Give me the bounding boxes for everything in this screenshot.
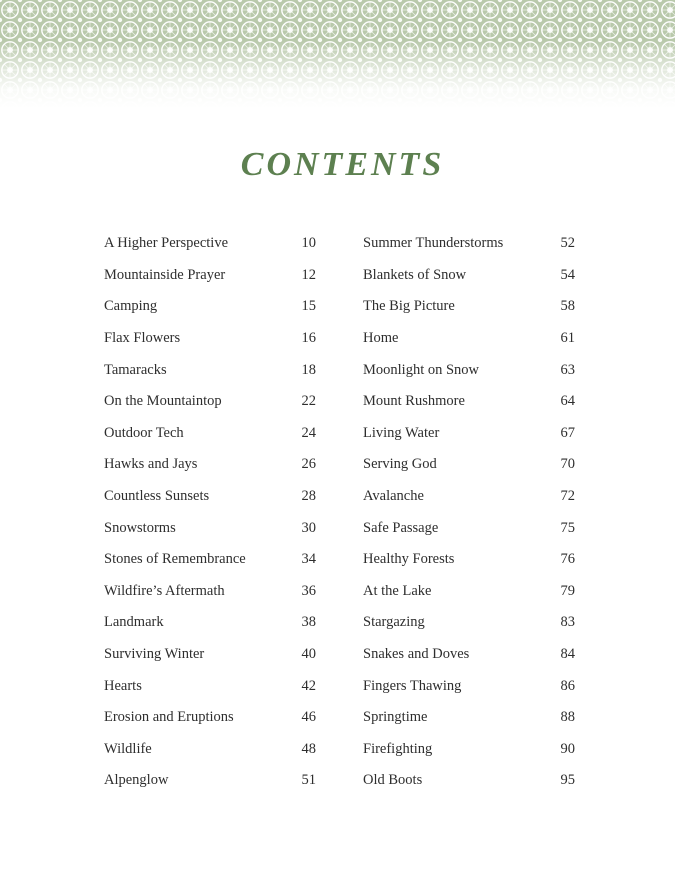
toc-entry-title: Tamaracks [104,361,167,378]
toc-entry-title: Countless Sunsets [104,488,210,505]
toc-entry-title: Snowstorms [104,519,176,536]
toc-entry-page-number: 51 [301,772,316,789]
toc-entry-title: At the Lake [363,582,432,599]
toc-entry [363,765,575,797]
toc-entry-page-number: 15 [301,298,316,315]
toc-entry [104,449,316,481]
toc-entry-title: Outdoor Tech [104,424,184,441]
toc-entry-title: Home [363,330,399,347]
toc-entry-page-number: 26 [301,456,316,473]
toc-entry [363,418,575,450]
toc-entry-page-number: 30 [301,519,316,536]
toc-entry-page-number: 22 [301,393,316,410]
toc-entry-page-number: 90 [560,740,575,757]
toc-entry-page-number: 83 [560,614,575,631]
page-title: CONTENTS [240,146,445,183]
toc-entry-title: Firefighting [363,740,433,757]
toc-entry [363,702,575,734]
toc-entry-title: The Big Picture [363,298,455,315]
toc-entry-page-number: 52 [560,235,575,252]
toc-entry-title: Stargazing [363,614,425,631]
toc-entry-page-number: 12 [301,266,316,283]
toc-entry-page-number: 40 [301,646,316,663]
toc-entry-page-number: 67 [560,424,575,441]
toc-entry-title: Wildfire’s Aftermath [104,582,225,599]
toc-entry-title: Serving God [363,456,437,473]
toc-column-right [363,228,575,797]
toc-entry-title: Safe Passage [363,519,439,536]
toc-entry-title: Surviving Winter [104,646,205,663]
toc-entry-page-number: 64 [560,393,575,410]
toc-entry-page-number: 16 [301,330,316,347]
toc-entry-title: Healthy Forests [363,551,455,568]
toc-entry [104,418,316,450]
toc-entry [104,670,316,702]
toc-entry-title: Springtime [363,709,428,726]
toc-entry [363,670,575,702]
toc-entry-page-number: 72 [560,488,575,505]
toc-entry-title: Summer Thunderstorms [363,235,504,252]
toc-entry-title: Living Water [363,424,440,441]
toc-entry-title: On the Mountaintop [104,393,222,410]
decorative-banner [0,0,675,108]
toc-entry-page-number: 10 [301,235,316,252]
toc-entry [363,544,575,576]
toc-entry-page-number: 75 [560,519,575,536]
toc-entry-page-number: 58 [560,298,575,315]
toc-entry-page-number: 48 [301,740,316,757]
toc-entry [363,576,575,608]
toc-entry-page-number: 76 [560,551,575,568]
toc-entry-page-number: 86 [560,677,575,694]
toc-entry-title: Landmark [104,614,164,631]
toc-entry-page-number: 79 [560,582,575,599]
toc-entry-title: Stones of Remembrance [104,551,246,568]
toc-entry [104,702,316,734]
toc-entry [104,544,316,576]
toc-entry [104,639,316,671]
toc-entry [104,228,316,260]
toc-entry-title: Blankets of Snow [363,266,467,283]
toc-entry-title: Alpenglow [104,772,169,789]
toc-entry [104,323,316,355]
toc-entry [104,765,316,797]
toc-entry-page-number: 28 [301,488,316,505]
toc-entry-title: Wildlife [104,740,152,757]
toc-entry [363,639,575,671]
toc-entry-title: Moonlight on Snow [363,361,480,378]
toc-entry [363,354,575,386]
toc-entry-title: Old Boots [363,772,423,789]
toc-entry [104,512,316,544]
toc-entry-page-number: 54 [560,266,575,283]
toc-entry-page-number: 95 [560,772,575,789]
toc-entry-page-number: 61 [560,330,575,347]
toc-entry-title: Snakes and Doves [363,646,470,663]
toc-entry-page-number: 24 [301,424,316,441]
toc-entry [104,260,316,292]
toc-entry-title: Hawks and Jays [104,456,198,473]
toc-entry-title: Fingers Thawing [363,677,462,694]
toc-entry-page-number: 84 [560,646,575,663]
toc-entry [363,291,575,323]
toc-entry [363,228,575,260]
toc-entry-page-number: 42 [301,677,316,694]
toc-entry [363,734,575,766]
toc-entry [104,576,316,608]
toc-entry [363,260,575,292]
toc-entry-title: Mount Rushmore [363,393,465,410]
toc-entry [363,323,575,355]
toc-entry-page-number: 63 [560,361,575,378]
toc-entry [104,354,316,386]
toc-entry-page-number: 38 [301,614,316,631]
toc-entry [363,449,575,481]
toc-entry-title: A Higher Perspective [104,235,229,252]
toc-entry [363,386,575,418]
toc-entry-page-number: 46 [301,709,316,726]
toc-entry [104,607,316,639]
toc-entry-title: Flax Flowers [104,330,181,347]
toc-entry-title: Erosion and Eruptions [104,709,234,726]
toc-entry-page-number: 70 [560,456,575,473]
toc-entry [363,607,575,639]
toc-entry-title: Camping [104,298,158,315]
toc-entry [104,386,316,418]
banner-fade [0,0,675,108]
toc-entry-title: Hearts [104,677,142,694]
toc-entry [104,734,316,766]
toc-entry [363,481,575,513]
toc-column-left [104,228,316,797]
toc-entry-page-number: 18 [301,361,316,378]
toc-entry [104,481,316,513]
toc-entry-page-number: 36 [301,582,316,599]
toc-entry-page-number: 34 [301,551,316,568]
toc-entry-title: Mountainside Prayer [104,266,226,283]
toc-entry [104,291,316,323]
toc-entry-page-number: 88 [560,709,575,726]
toc-entry [363,512,575,544]
toc-entry-title: Avalanche [363,488,424,505]
